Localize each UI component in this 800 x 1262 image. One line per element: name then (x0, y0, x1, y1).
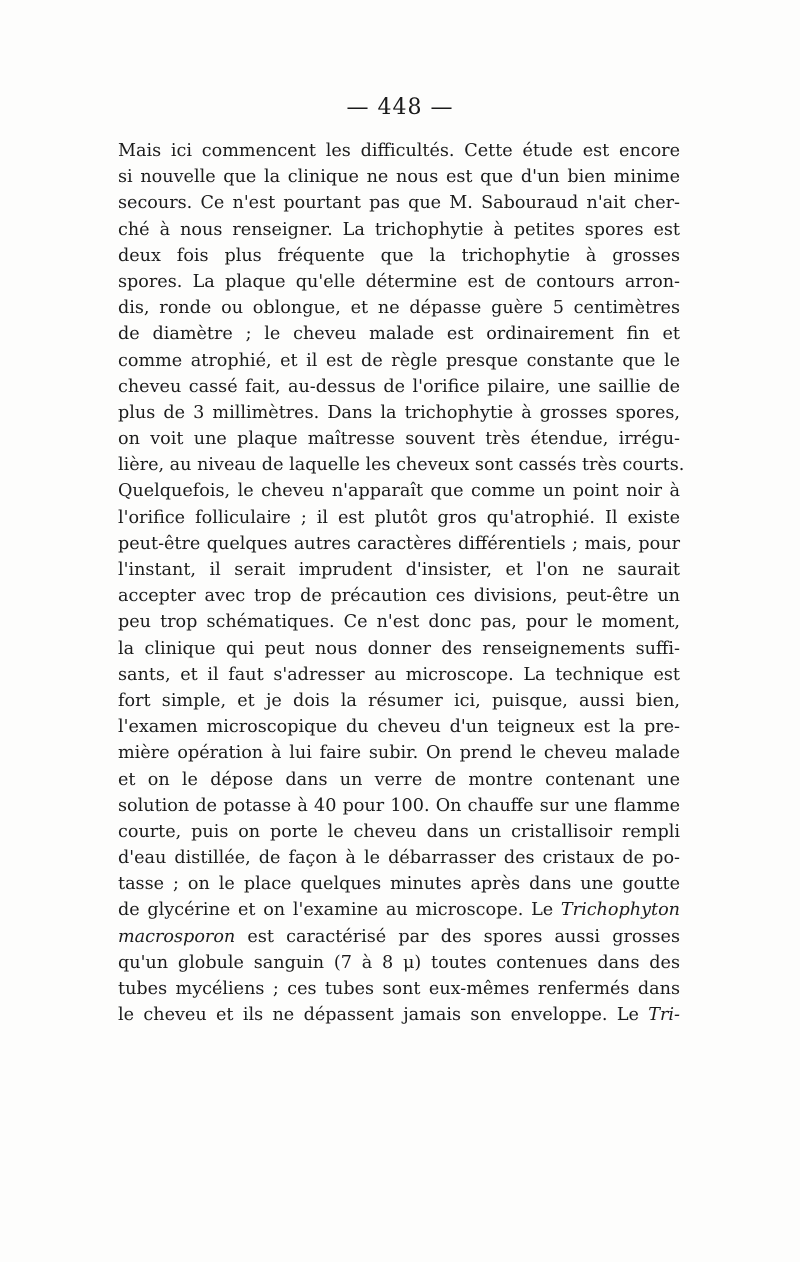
text-segment: ché à nous renseigner. La trichophytie à petites spores est (118, 219, 680, 240)
text-segment: lière, au niveau de laquelle les cheveux sont cassés très courts. (118, 455, 685, 476)
italic-term: Trichophyton (560, 900, 680, 921)
text-segment: la clinique qui peut nous donner des renseignements suffi- (118, 638, 680, 659)
text-line (118, 505, 680, 531)
text-line (118, 138, 680, 164)
italic-term: macrosporon (118, 926, 236, 947)
text-line (118, 557, 680, 583)
text-line (118, 1002, 680, 1028)
text-segment: fort simple, et je dois la résumer ici, puisque, aussi bien, (118, 690, 680, 711)
page-number: — 448 — (346, 95, 454, 120)
text-segment: l'instant, il serait imprudent d'insister, et l'on ne saurait (118, 560, 680, 580)
text-segment: et on le dépose dans un verre de montre contenant une (118, 769, 680, 790)
text-segment: accepter avec trop de précaution ces divisions, peut-être un (118, 586, 680, 607)
text-line (118, 662, 680, 688)
text-line (118, 950, 680, 976)
text-segment: est caractérisé par des spores aussi grosses (235, 926, 680, 947)
text-line (118, 636, 680, 662)
text-segment: tasse ; on le place quelques minutes après dans une goutte (118, 874, 680, 895)
text-line (118, 871, 680, 897)
text-line (118, 583, 680, 609)
text-line (118, 924, 680, 950)
text-segment: sants, et il faut s'adresser au microscope. La technique est (118, 664, 680, 685)
text-line (118, 164, 680, 190)
text-line (118, 688, 680, 714)
text-segment: comme atrophié, et il est de règle presque constante que le (118, 350, 680, 371)
text-segment: secours. Ce n'est pourtant pas que M. Sabouraud n'ait cher- (118, 193, 680, 214)
text-line (118, 819, 680, 845)
text-line (118, 348, 680, 374)
text-line (118, 452, 685, 478)
text-segment: l'orifice folliculaire ; il est plutôt gros qu'atrophié. Il existe (118, 507, 680, 528)
italic-term: Tri- (648, 1005, 680, 1026)
text-line (118, 269, 680, 295)
text-segment: mière opération à lui faire subir. On prend le cheveu malade (118, 743, 680, 764)
text-segment: l'examen microscopique du cheveu d'un teigneux est la pre- (118, 717, 680, 738)
text-line (118, 531, 680, 557)
text-segment: d'eau distillée, de façon à le débarrasser des cristaux de po- (118, 848, 680, 869)
text-segment: plus de 3 millimètres. Dans la trichophytie à grosses spores, (118, 402, 680, 423)
text-segment: deux fois plus fréquente que la trichophytie à grosses (118, 245, 680, 266)
text-segment: dis, ronde ou oblongue, et ne dépasse guère 5 centimètres (118, 298, 680, 319)
text-segment: de glycérine et on l'examine au microscope. Le (118, 900, 561, 921)
text-line (118, 321, 680, 347)
text-segment: solution de potasse à 40 pour 100. On chauffe sur une flamme (118, 795, 680, 816)
text-segment: on voit une plaque maîtresse souvent très étendue, irrégu- (118, 429, 680, 450)
text-line (118, 740, 680, 766)
text-segment: courte, puis on porte le cheveu dans un cristallisoir rempli (118, 821, 680, 842)
text-line (118, 295, 680, 321)
text-line (118, 845, 680, 871)
text-segment: si nouvelle que la clinique ne nous est que d'un bien minime (118, 167, 680, 188)
text-line (118, 217, 680, 243)
text-line (118, 897, 680, 923)
text-segment: tubes mycéliens ; ces tubes sont eux-mêmes renfermés dans (118, 979, 680, 999)
text-segment: spores. La plaque qu'elle détermine est de contours arron- (118, 271, 680, 292)
text-segment: qu'un globule sanguin (7 à 8 μ) toutes contenues dans des (118, 952, 680, 973)
text-segment: le cheveu et ils ne dépassent jamais son enveloppe. Le (118, 1005, 649, 1026)
text-line (118, 609, 680, 635)
text-line (118, 478, 680, 504)
text-segment: cheveu cassé fait, au-dessus de l'orifice pilaire, une saillie de (118, 376, 680, 397)
text-line (118, 976, 680, 1002)
text-line (118, 190, 680, 216)
text-line (118, 374, 680, 400)
text-segment: peu trop schématiques. Ce n'est donc pas, pour le moment, (118, 612, 680, 633)
text-segment: Mais ici commencent les difficultés. Cette étude est encore (118, 141, 680, 161)
text-line (118, 243, 680, 269)
text-line (118, 793, 680, 819)
text-line (118, 714, 680, 740)
text-segment: peut-être quelques autres caractères différentiels ; mais, pour (118, 533, 680, 554)
body-text (118, 138, 685, 1028)
text-line (118, 426, 680, 452)
text-line (118, 767, 680, 793)
text-segment: de diamètre ; le cheveu malade est ordinairement fin et (118, 324, 680, 345)
text-line (118, 400, 680, 426)
text-segment: Quelquefois, le cheveu n'apparaît que comme un point noir à (118, 481, 680, 502)
